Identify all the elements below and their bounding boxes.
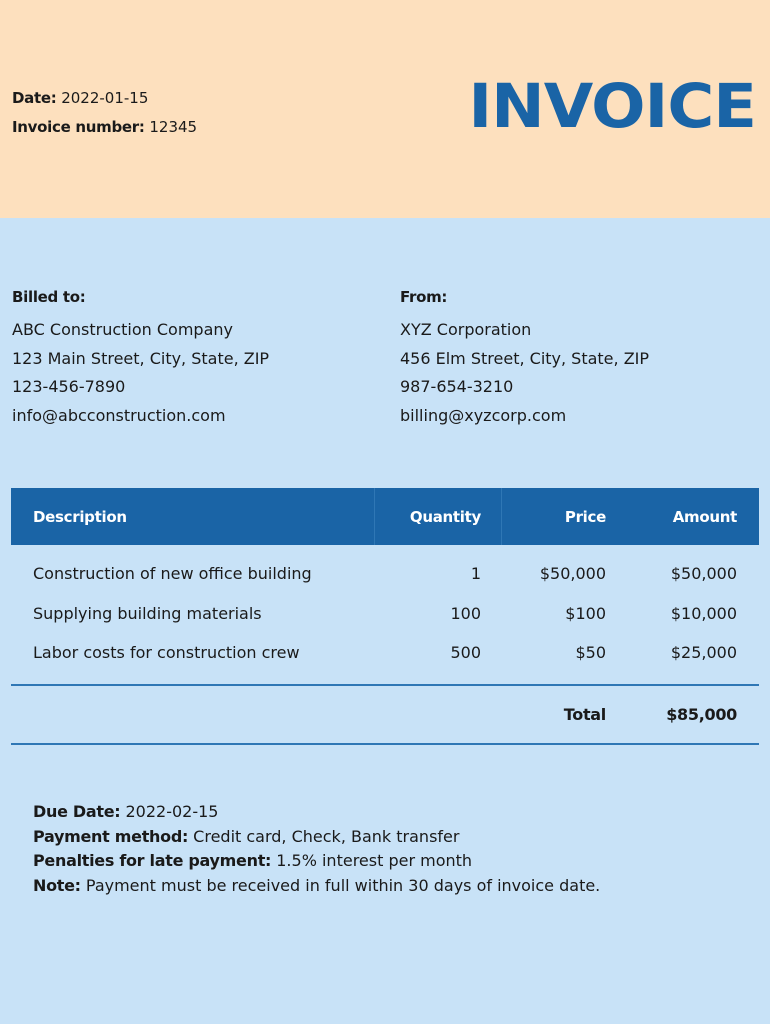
due-date-line	[33, 800, 600, 825]
from-email: billing@xyzcorp.com	[400, 405, 567, 425]
date-value: 2022-01-15	[61, 89, 149, 107]
row-quantity: 1	[470, 564, 481, 584]
billed-to-phone: 123-456-7890	[12, 377, 126, 397]
row-amount: $25,000	[670, 643, 737, 663]
total-bottom-divider	[11, 743, 759, 745]
table-body	[11, 545, 759, 673]
total-value: $85,000	[666, 704, 737, 724]
from-address: 456 Elm Street, City, State, ZIP	[400, 348, 650, 368]
header-quantity: Quantity	[374, 488, 501, 545]
payment-method-label: Payment method:	[33, 826, 189, 846]
invoice-meta	[12, 84, 197, 142]
billed-to-block	[12, 288, 372, 430]
row-amount: $10,000	[670, 603, 737, 623]
billed-to-name: ABC Construction Company	[12, 320, 233, 339]
from-name: XYZ Corporation	[400, 320, 532, 339]
row-description: Construction of new office building	[33, 564, 312, 584]
row-quantity: 100	[450, 603, 481, 623]
from-phone: 987-654-3210	[400, 377, 514, 397]
from-label: From:	[400, 288, 448, 306]
table-row	[11, 554, 759, 594]
date-label: Date:	[12, 89, 57, 107]
row-description: Supplying building materials	[33, 603, 262, 623]
note-label: Note:	[33, 875, 81, 895]
header-amount: Amount	[672, 507, 737, 526]
note-value: Payment must be received in full within 30 days of invoice date.	[85, 875, 601, 895]
line-items-table	[11, 488, 759, 745]
note-line	[33, 874, 600, 899]
header-price: Price	[501, 488, 628, 545]
payment-method-line	[33, 825, 600, 850]
row-quantity: 500	[450, 643, 481, 663]
date-line	[12, 84, 197, 113]
penalties-line	[33, 849, 600, 874]
invoice-number-label: Invoice number:	[12, 118, 145, 136]
total-row	[11, 686, 759, 743]
invoice-title: INVOICE	[468, 71, 756, 143]
row-price: $100	[565, 603, 606, 623]
total-label: Total	[563, 704, 606, 724]
invoice-number-line	[12, 113, 197, 142]
payment-terms	[33, 800, 600, 898]
penalties-label: Penalties for late payment:	[33, 851, 272, 870]
billed-to-address: 123 Main Street, City, State, ZIP	[12, 348, 270, 368]
due-date-value: 2022-02-15	[125, 802, 219, 821]
invoice-header	[0, 0, 770, 218]
row-amount: $50,000	[670, 564, 737, 584]
due-date-label: Due Date:	[33, 802, 121, 821]
total-spacer	[11, 686, 501, 743]
billed-to-email: info@abcconstruction.com	[12, 405, 226, 425]
payment-method-value: Credit card, Check, Bank transfer	[193, 826, 460, 846]
table-row	[11, 633, 759, 673]
row-price: $50,000	[539, 564, 606, 584]
penalties-value: 1.5% interest per month	[276, 851, 473, 870]
invoice-number-value: 12345	[149, 118, 198, 136]
billed-to-label: Billed to:	[12, 288, 86, 306]
header-description: Description	[33, 507, 127, 526]
from-block	[400, 288, 760, 430]
row-price: $50	[575, 643, 606, 663]
row-description: Labor costs for construction crew	[33, 643, 300, 663]
table-row	[11, 594, 759, 634]
parties-section	[0, 218, 770, 488]
table-header	[11, 488, 759, 545]
